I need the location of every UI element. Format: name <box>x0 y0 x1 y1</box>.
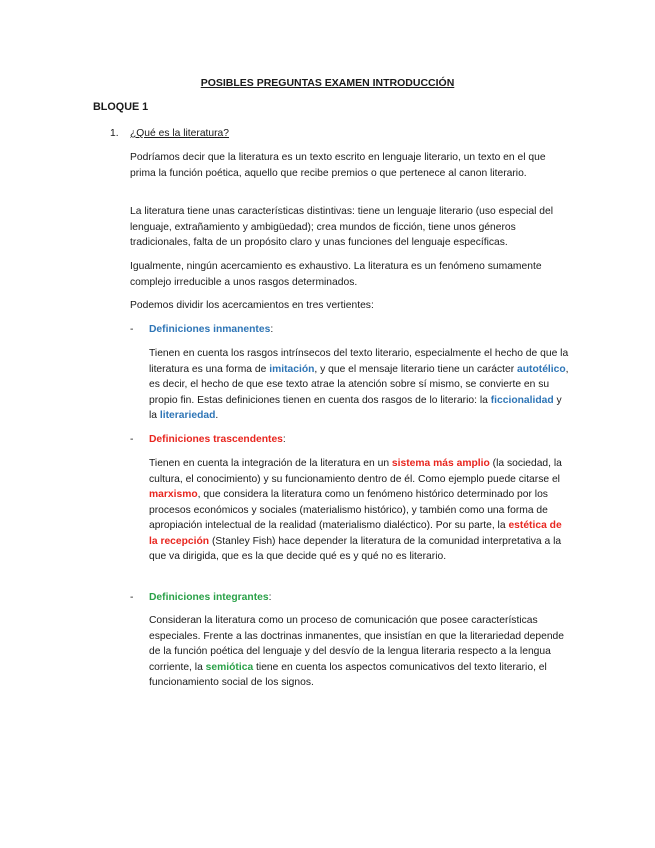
definition-heading-inmanentes <box>149 322 273 338</box>
paragraph: Podemos dividir los acercamientos en tres vertientes: <box>130 300 374 311</box>
text-segment: y la <box>149 394 562 421</box>
text-segment: tiene en cuenta los aspectos comunicativos del texto literario, el funcionamiento social de los signos. <box>149 661 547 688</box>
text-segment: Tienen en cuenta la integración de la literatura en un <box>149 458 392 469</box>
block-heading: BLOQUE 1 <box>93 101 149 113</box>
heading-colon: : <box>282 434 286 445</box>
paragraph: Igualmente, ningún acercamiento es exhaustivo. La literatura es un fenómeno sumamente complejo irreducible a unos rasgos determinados. <box>130 261 542 288</box>
highlight-term: marxismo <box>149 489 198 500</box>
definition-body-trascendentes <box>149 456 569 565</box>
text-segment: (la sociedad, la cultura, el conocimiento) y su funcionamiento dentro de él. Como ejemplo puede citarse el <box>149 458 562 485</box>
definition-heading-text: Definiciones trascendentes <box>149 434 283 445</box>
list-bullet: - <box>130 592 134 603</box>
definition-heading-integrantes <box>149 590 271 606</box>
definition-body-inmanentes <box>149 346 569 424</box>
text-segment: , es decir, el hecho de que ese texto atrae la atención sobre sí mismo, se convierte en su propio fin. Estas definiciones tienen en cuenta dos rasgos de lo literario: la <box>149 363 569 406</box>
highlight-term: imitación <box>269 363 315 375</box>
document-title: POSIBLES PREGUNTAS EXAMEN INTRODUCCIÓN <box>200 77 455 89</box>
heading-colon: : <box>268 592 272 603</box>
paragraph: La literatura tiene unas características distintivas: tiene un lenguaje literario (uso especial del lenguaje, extrañamiento y ambigüedad); crea mundos de ficción, tiene unos géneros tradicionales, falta de un propósito claro y unas funciones del lenguaje específicas. <box>130 206 553 248</box>
highlight-term: sistema más amplio <box>391 458 490 469</box>
text-segment: . <box>215 410 219 421</box>
definition-heading-text: Definiciones integrantes <box>149 592 269 603</box>
text-segment: Consideran la literatura como un proceso de comunicación que posee características especiales. Frente a las doctrinas inmanentes, que insistían en que la literariedad depende de la función poética del lenguaje y del desvío de la lengua literaria respecto a la lengua corriente, la <box>149 615 564 673</box>
list-bullet: - <box>130 324 134 335</box>
text-segment: Tienen en cuenta los rasgos intrínsecos del texto literario, especialmente el hecho de que la literatura es una forma de <box>149 348 569 375</box>
question-number: 1. <box>110 128 119 139</box>
highlight-term: estética de la recepción <box>149 520 562 547</box>
text-segment: , y que el mensaje literario tiene un carácter <box>314 363 518 375</box>
highlight-term: semiótica <box>205 661 254 673</box>
highlight-term: ficcionalidad <box>490 394 554 406</box>
list-bullet: - <box>130 434 134 445</box>
question-heading: ¿Qué es la literatura? <box>130 128 230 139</box>
highlight-term: literariedad <box>159 410 216 421</box>
definition-heading-text: Definiciones inmanentes <box>149 324 271 335</box>
text-segment: (Stanley Fish) hace depender la literatura de la comunidad interpretativa a la que va dirigida, que es la que decide qué es y qué no es literario. <box>149 535 562 562</box>
definition-heading-trascendentes <box>149 432 286 448</box>
highlight-term: autotélico <box>517 363 566 375</box>
paragraph: Podríamos decir que la literatura es un texto escrito en lenguaje literario, un texto en el que prima la función poética, aquello que recibe premios o que pertenece al canon literario. <box>130 152 546 179</box>
definition-body-integrantes <box>149 613 569 691</box>
heading-colon: : <box>270 324 274 335</box>
text-segment: , que considera la literatura como un fenómeno histórico determinado por los procesos económicos y sociales (materialismo histórico), y también como una forma de apropiación intelectual de la realidad (materialismo dialéctico). Por su parte, la <box>149 489 548 531</box>
